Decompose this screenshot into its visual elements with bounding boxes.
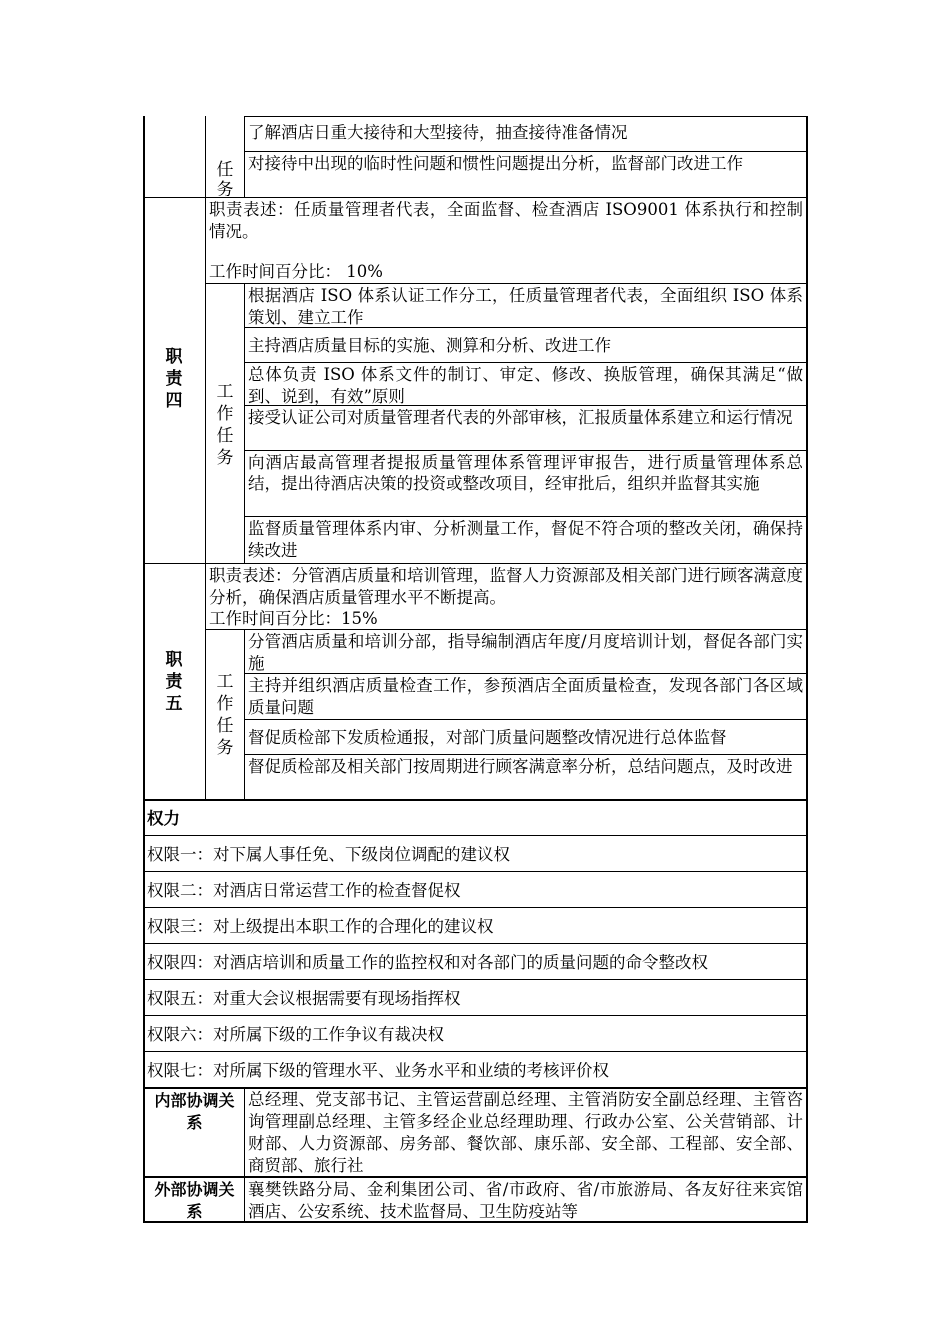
duty4-description: 职责表述：任质量管理者代表，全面监督、检查酒店 ISO9001 体系执行和控制情况。: [209, 200, 803, 241]
external-coordination-label: 外部协调关系: [154, 1180, 235, 1221]
duty5-time-percent: 工作时间百分比：15%: [209, 609, 378, 628]
duty5-task-3: 督促质检部下发质检通报，对部门质量问题整改情况进行总体监督: [248, 728, 727, 747]
duty5-description: 职责表述：分管酒店质量和培训管理，监督人力资源部及相关部门进行顾客满意度分析，确保酒店质量管理水平不断提高。: [209, 566, 803, 607]
authority-item-7: 权限七：对所属下级的管理水平、业务水平和业绩的考核评价权: [147, 1061, 609, 1080]
duty5-task-1: 分管酒店质量和培训分部，指导编制酒店年度/月度培训计划，督促各部门实施: [248, 632, 803, 673]
top-task-label: 任务: [216, 160, 234, 196]
authority-item-5: 权限五：对重大会议根据需要有现场指挥权: [147, 989, 461, 1008]
duty4-task-label: 工作任务: [216, 382, 234, 468]
authority-item-2: 权限二：对酒店日常运营工作的检查督促权: [147, 881, 461, 900]
authority-item-6: 权限六：对所属下级的工作争议有裁决权: [147, 1025, 444, 1044]
duty5-task-4: 督促质检部及相关部门按周期进行顾客满意率分析，总结问题点，及时改进: [248, 757, 793, 776]
authority-heading: 权力: [147, 809, 180, 828]
top-task-2: 对接待中出现的临时性问题和惯性问题提出分析，监督部门改进工作: [248, 154, 743, 173]
duty4-task-5: 向酒店最高管理者提报质量管理体系管理评审报告，进行质量管理体系总结，提出待酒店决策的投资或整改项目，经审批后，组织并监督其实施: [248, 453, 803, 493]
internal-coordination-text: 总经理、党支部书记、主管运营副总经理、主管消防安全副总经理、主管咨询管理副总经理、主管多经企业总经理助理、行政办公室、公关营销部、计财部、人力资源部、房务部、餐饮部、康乐部、安全部、工程部、安全部、商贸部、旅行社: [248, 1090, 803, 1175]
duty4-task-1: 根据酒店 ISO 体系认证工作分工，任质量管理者代表，全面组织 ISO 体系策划、建立工作: [248, 286, 803, 327]
authority-item-4: 权限四：对酒店培训和质量工作的监控权和对各部门的质量问题的命令整改权: [147, 953, 708, 972]
duty4-task-3: 总体负责 ISO 体系文件的制订、审定、修改、换版管理，确保其满足“做到、说到，有效”原则: [248, 365, 803, 405]
duty5-task-2: 主持并组织酒店质量检查工作，参预酒店全面质量检查，发现各部门各区域质量问题: [248, 676, 803, 717]
internal-coordination-label: 内部协调关系: [154, 1091, 235, 1132]
duty4-task-2: 主持酒店质量目标的实施、测算和分析、改进工作: [248, 336, 611, 355]
top-task-1: 了解酒店日重大接待和大型接待，抽查接待准备情况: [248, 123, 628, 142]
duty4-time-percent: 工作时间百分比： 10%: [209, 262, 383, 281]
duty4-task-4: 接受认证公司对质量管理者代表的外部审核，汇报质量体系建立和运行情况: [248, 408, 793, 427]
external-coordination-text: 襄樊铁路分局、金利集团公司、省/市政府、省/市旅游局、各友好往来宾馆酒店、公安系统、技术监督局、卫生防疫站等: [248, 1180, 803, 1221]
authority-item-1: 权限一：对下属人事任免、下级岗位调配的建议权: [147, 845, 510, 864]
duty4-label: 职责四: [165, 347, 183, 411]
authority-item-3: 权限三：对上级提出本职工作的合理化的建议权: [147, 917, 494, 936]
duty5-label: 职责五: [165, 650, 183, 714]
duty5-task-label: 工作任务: [216, 672, 234, 758]
duty4-task-6: 监督质量管理体系内审、分析测量工作，督促不符合项的整改关闭，确保持续改进: [248, 519, 803, 560]
